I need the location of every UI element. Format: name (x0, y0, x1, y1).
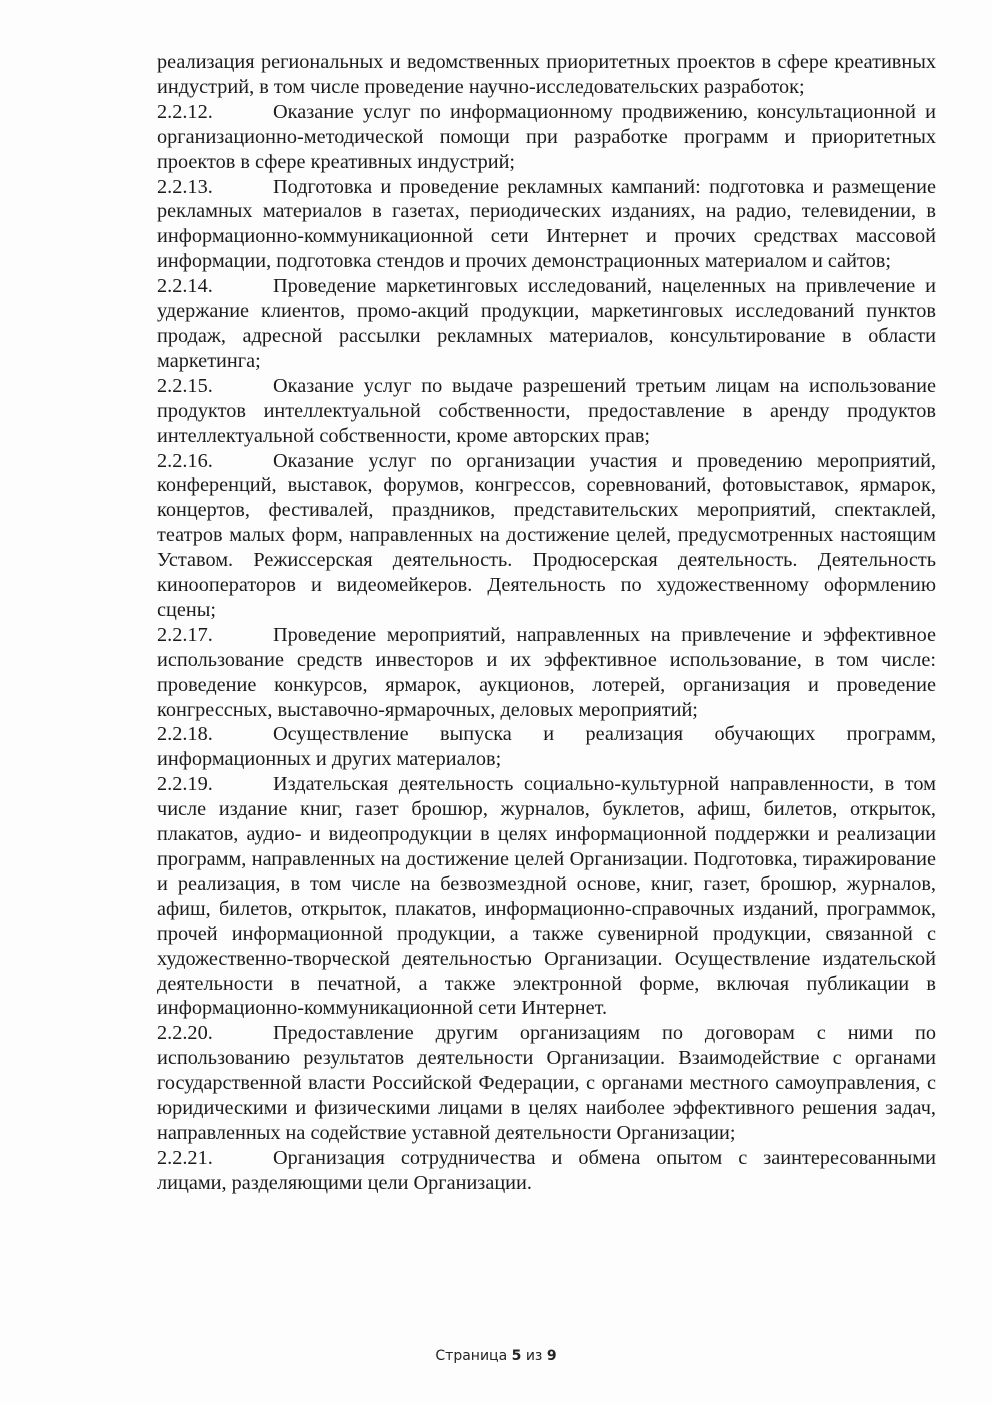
list-item-2-2-18 (157, 722, 936, 772)
list-item-2-2-16 (157, 449, 936, 623)
footer-total-pages: 9 (546, 1348, 557, 1364)
item-number: 2.2.14. (157, 275, 213, 298)
item-number: 2.2.13. (157, 175, 213, 198)
list-item-2-2-14 (157, 274, 936, 374)
footer-page-label: Страница (435, 1348, 508, 1364)
list-item-2-2-21 (157, 1146, 936, 1196)
item-number: 2.2.19. (157, 773, 213, 796)
list-item-2-2-12 (157, 100, 936, 175)
document-body (157, 50, 936, 1196)
item-text: Проведение маркетинговых исследований, нацеленных на привлечение и удержание клиентов, промо-акций продукции, маркетинговых исследований пунктов продаж, адресной рассылки рекламных материалов, консультирование в области маркетинга; (157, 275, 936, 372)
footer-separator: из (525, 1348, 543, 1364)
item-text: Оказание услуг по организации участия и проведению мероприятий, конференций, выставок, форумов, конгрессов, соревнований, фотовыставок, ярмарок, концертов, фестивалей, праздников, представительских мероприятий, спектаклей, театров малых форм, направленных на достижение целей, предусмотренных настоящим Уставом. Режиссерская деятельность. Продюсерская деятельность. Деятельность кинооператоров и видеомейкеров. Деятельность по художественному оформлению сцены; (157, 449, 936, 621)
item-number: 2.2.18. (157, 723, 213, 746)
page-footer (0, 1348, 992, 1364)
list-item-2-2-15 (157, 374, 936, 449)
item-text: Осуществление выпуска и реализация обучающих программ, информационных и других материалов; (157, 723, 936, 771)
item-text: Оказание услуг по информационному продвижению, консультационной и организационно-методической помощи при разработке программ и приоритетных проектов в сфере креативных индустрий; (157, 100, 936, 173)
item-number: 2.2.17. (157, 623, 213, 646)
item-number: 2.2.16. (157, 449, 213, 472)
list-item-2-2-13 (157, 175, 936, 275)
list-item-2-2-20 (157, 1021, 936, 1146)
item-text: Организация сотрудничества и обмена опытом с заинтересованными лицами, разделяющими цели Организации. (157, 1146, 936, 1194)
item-number: 2.2.21. (157, 1146, 213, 1169)
list-item-2-2-19 (157, 772, 936, 1021)
item-number: 2.2.15. (157, 374, 213, 397)
item-number: 2.2.12. (157, 100, 213, 123)
item-text: Предоставление другим организациям по договорам с ними по использованию результатов деятельности Организации. Взаимодействие с органами государственной власти Российской Федерации, с органами местного самоуправления, с юридическими и физическими лицами в целях наиболее эффективного решения задач, направленных на содействие уставной деятельности Организации; (157, 1022, 936, 1144)
list-item-2-2-17 (157, 623, 936, 723)
item-text: Подготовка и проведение рекламных кампаний: подготовка и размещение рекламных материалов в газетах, периодических изданиях, на радио, телевидении, в информационно-коммуникационной сети Интернет и прочих средствах массовой информации, подготовка стендов и прочих демонстрационных материалом и сайтов; (157, 175, 936, 273)
footer-current-page: 5 (511, 1348, 522, 1364)
item-number: 2.2.20. (157, 1022, 213, 1045)
item-text: Издательская деятельность социально-культурной направленности, в том числе издание книг, газет брошюр, журналов, буклетов, афиш, билетов, открыток, плакатов, аудио- и видеопродукции в целях информационной поддержки и реализации программ, направленных на достижение целей Организации. Подготовка, тиражирование и реализация, в том числе на безвозмездной основе, книг, газет, брошюр, журналов, афиш, билетов, открыток, плакатов, информационно-справочных изданий, программок, прочей информационной продукции, а также сувенирной продукции, связанной с художественно-творческой деятельностью Организации. Осуществление издательской деятельности в печатной, а также электронной форме, включая публикации в информационно-коммуникационной сети Интернет. (157, 773, 936, 1020)
item-text: Проведение мероприятий, направленных на привлечение и эффективное использование средств инвесторов и их эффективное использование, в том числе: проведение конкурсов, ярмарок, аукционов, лотерей, организация и проведение конгрессных, выставочно-ярмарочных, деловых мероприятий; (157, 623, 936, 721)
item-text: Оказание услуг по выдаче разрешений третьим лицам на использование продуктов интеллектуальной собственности, предоставление в аренду продуктов интеллектуальной собственности, кроме авторских прав; (157, 374, 936, 447)
intro-paragraph: реализация региональных и ведомственных приоритетных проектов в сфере креативных индустрий, в том числе проведение научно-исследовательских разработок; (157, 51, 936, 98)
